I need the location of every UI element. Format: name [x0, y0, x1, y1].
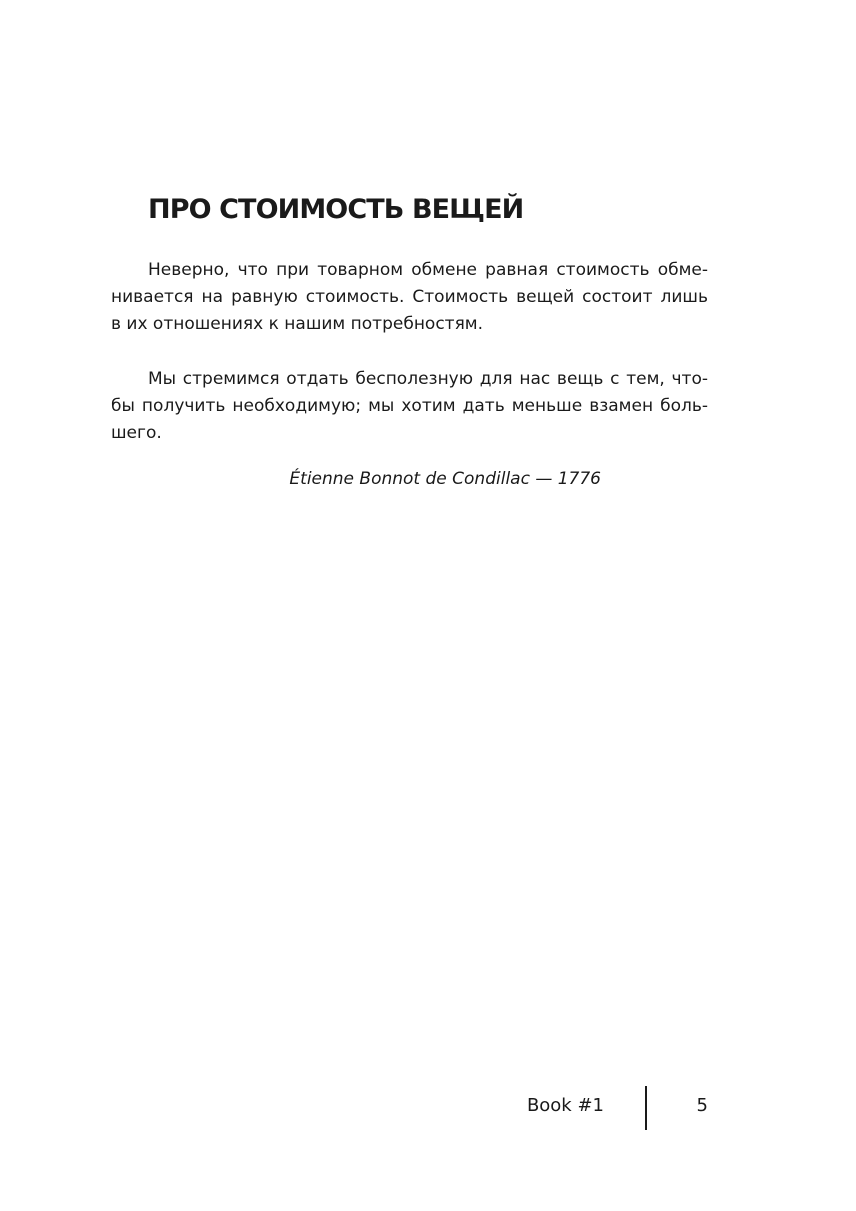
paragraph-line: Мы стремимся отдать бесполезную для нас вещь с тем, что- [148, 369, 708, 389]
paragraph-line: шего. [111, 423, 162, 443]
footer-divider [645, 1086, 647, 1130]
page-number: 5 [696, 1095, 708, 1116]
paragraph-1 [111, 257, 708, 338]
footer-book-label: Book #1 [526, 1095, 604, 1116]
paragraph-line: в их отношениях к нашим потребностям. [111, 314, 484, 334]
quote-attribution: Étienne Bonnot de Condillac — 1776 [289, 469, 601, 489]
paragraph-line: Неверно, что при товарном обмене равная стоимость обме- [148, 260, 708, 280]
paragraph-line: нивается на равную стоимость. Стоимость вещей состоит лишь [111, 287, 708, 307]
paragraph-2 [111, 366, 708, 447]
chapter-title: ПРО СТОИМОСТЬ ВЕЩЕЙ [148, 194, 524, 225]
paragraph-line: бы получить необходимую; мы хотим дать меньше взамен боль- [111, 396, 708, 416]
